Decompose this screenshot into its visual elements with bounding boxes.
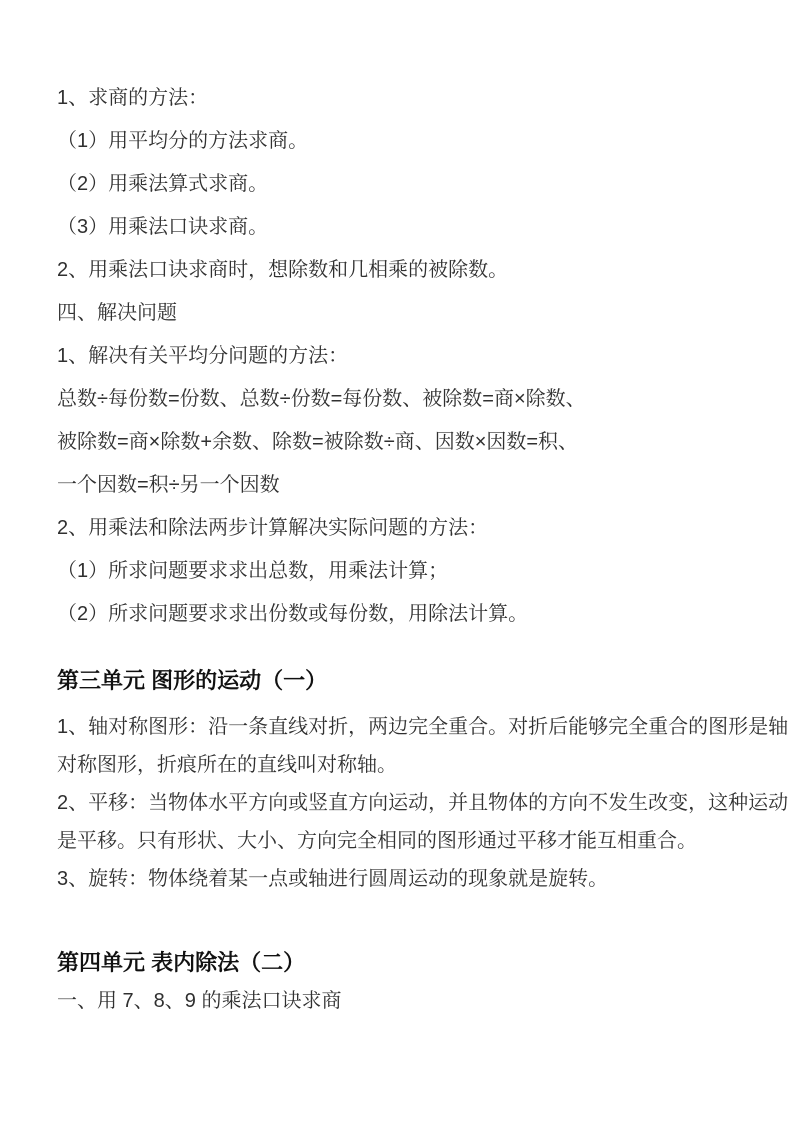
unit4-heading: 第四单元 表内除法（二） [57,950,306,975]
text-line-symmetry-1: 1、轴对称图形：沿一条直线对折，两边完全重合。对折后能够完全重合的图形是轴 [57,716,789,738]
text-line-method-2: （2）用乘法算式求商。 [57,173,269,195]
text-line-two-step-1: （1）所求问题要求求出总数，用乘法计算； [57,560,449,582]
text-line-method-3: （3）用乘法口诀求商。 [57,216,269,238]
text-line-quotient-methods: 1、求商的方法： [57,87,209,109]
text-line-formula-3: 一个因数=积÷另一个因数 [57,474,280,496]
text-line-789-koujue: 一、用 7、8、9 的乘法口诀求商 [57,990,342,1012]
text-line-koujue-tip: 2、用乘法口诀求商时，想除数和几相乘的被除数。 [57,259,509,281]
text-line-symmetry-2: 对称图形，折痕所在的直线叫对称轴。 [57,754,397,776]
text-line-two-step-method: 2、用乘法和除法两步计算解决实际问题的方法： [57,517,489,539]
text-line-solve-problems-heading: 四、解决问题 [57,302,177,324]
text-line-method-1: （1）用平均分的方法求商。 [57,130,309,152]
text-line-translation-1: 2、平移：当物体水平方向或竖直方向运动，并且物体的方向不发生改变，这种运动 [57,792,789,814]
text-line-two-step-2: （2）所求问题要求求出份数或每份数，用除法计算。 [57,603,529,625]
text-line-formula-2: 被除数=商×除数+余数、除数=被除数÷商、因数×因数=积、 [57,431,579,453]
text-line-formula-1: 总数÷每份数=份数、总数÷份数=每份数、被除数=商×除数、 [57,388,586,410]
text-line-average-method: 1、解决有关平均分问题的方法： [57,345,349,367]
text-line-translation-2: 是平移。只有形状、大小、方向完全相同的图形通过平移才能互相重合。 [57,830,697,852]
unit3-heading: 第三单元 图形的运动（一） [57,668,328,693]
text-line-rotation: 3、旋转：物体绕着某一点或轴进行圆周运动的现象就是旋转。 [57,868,609,890]
